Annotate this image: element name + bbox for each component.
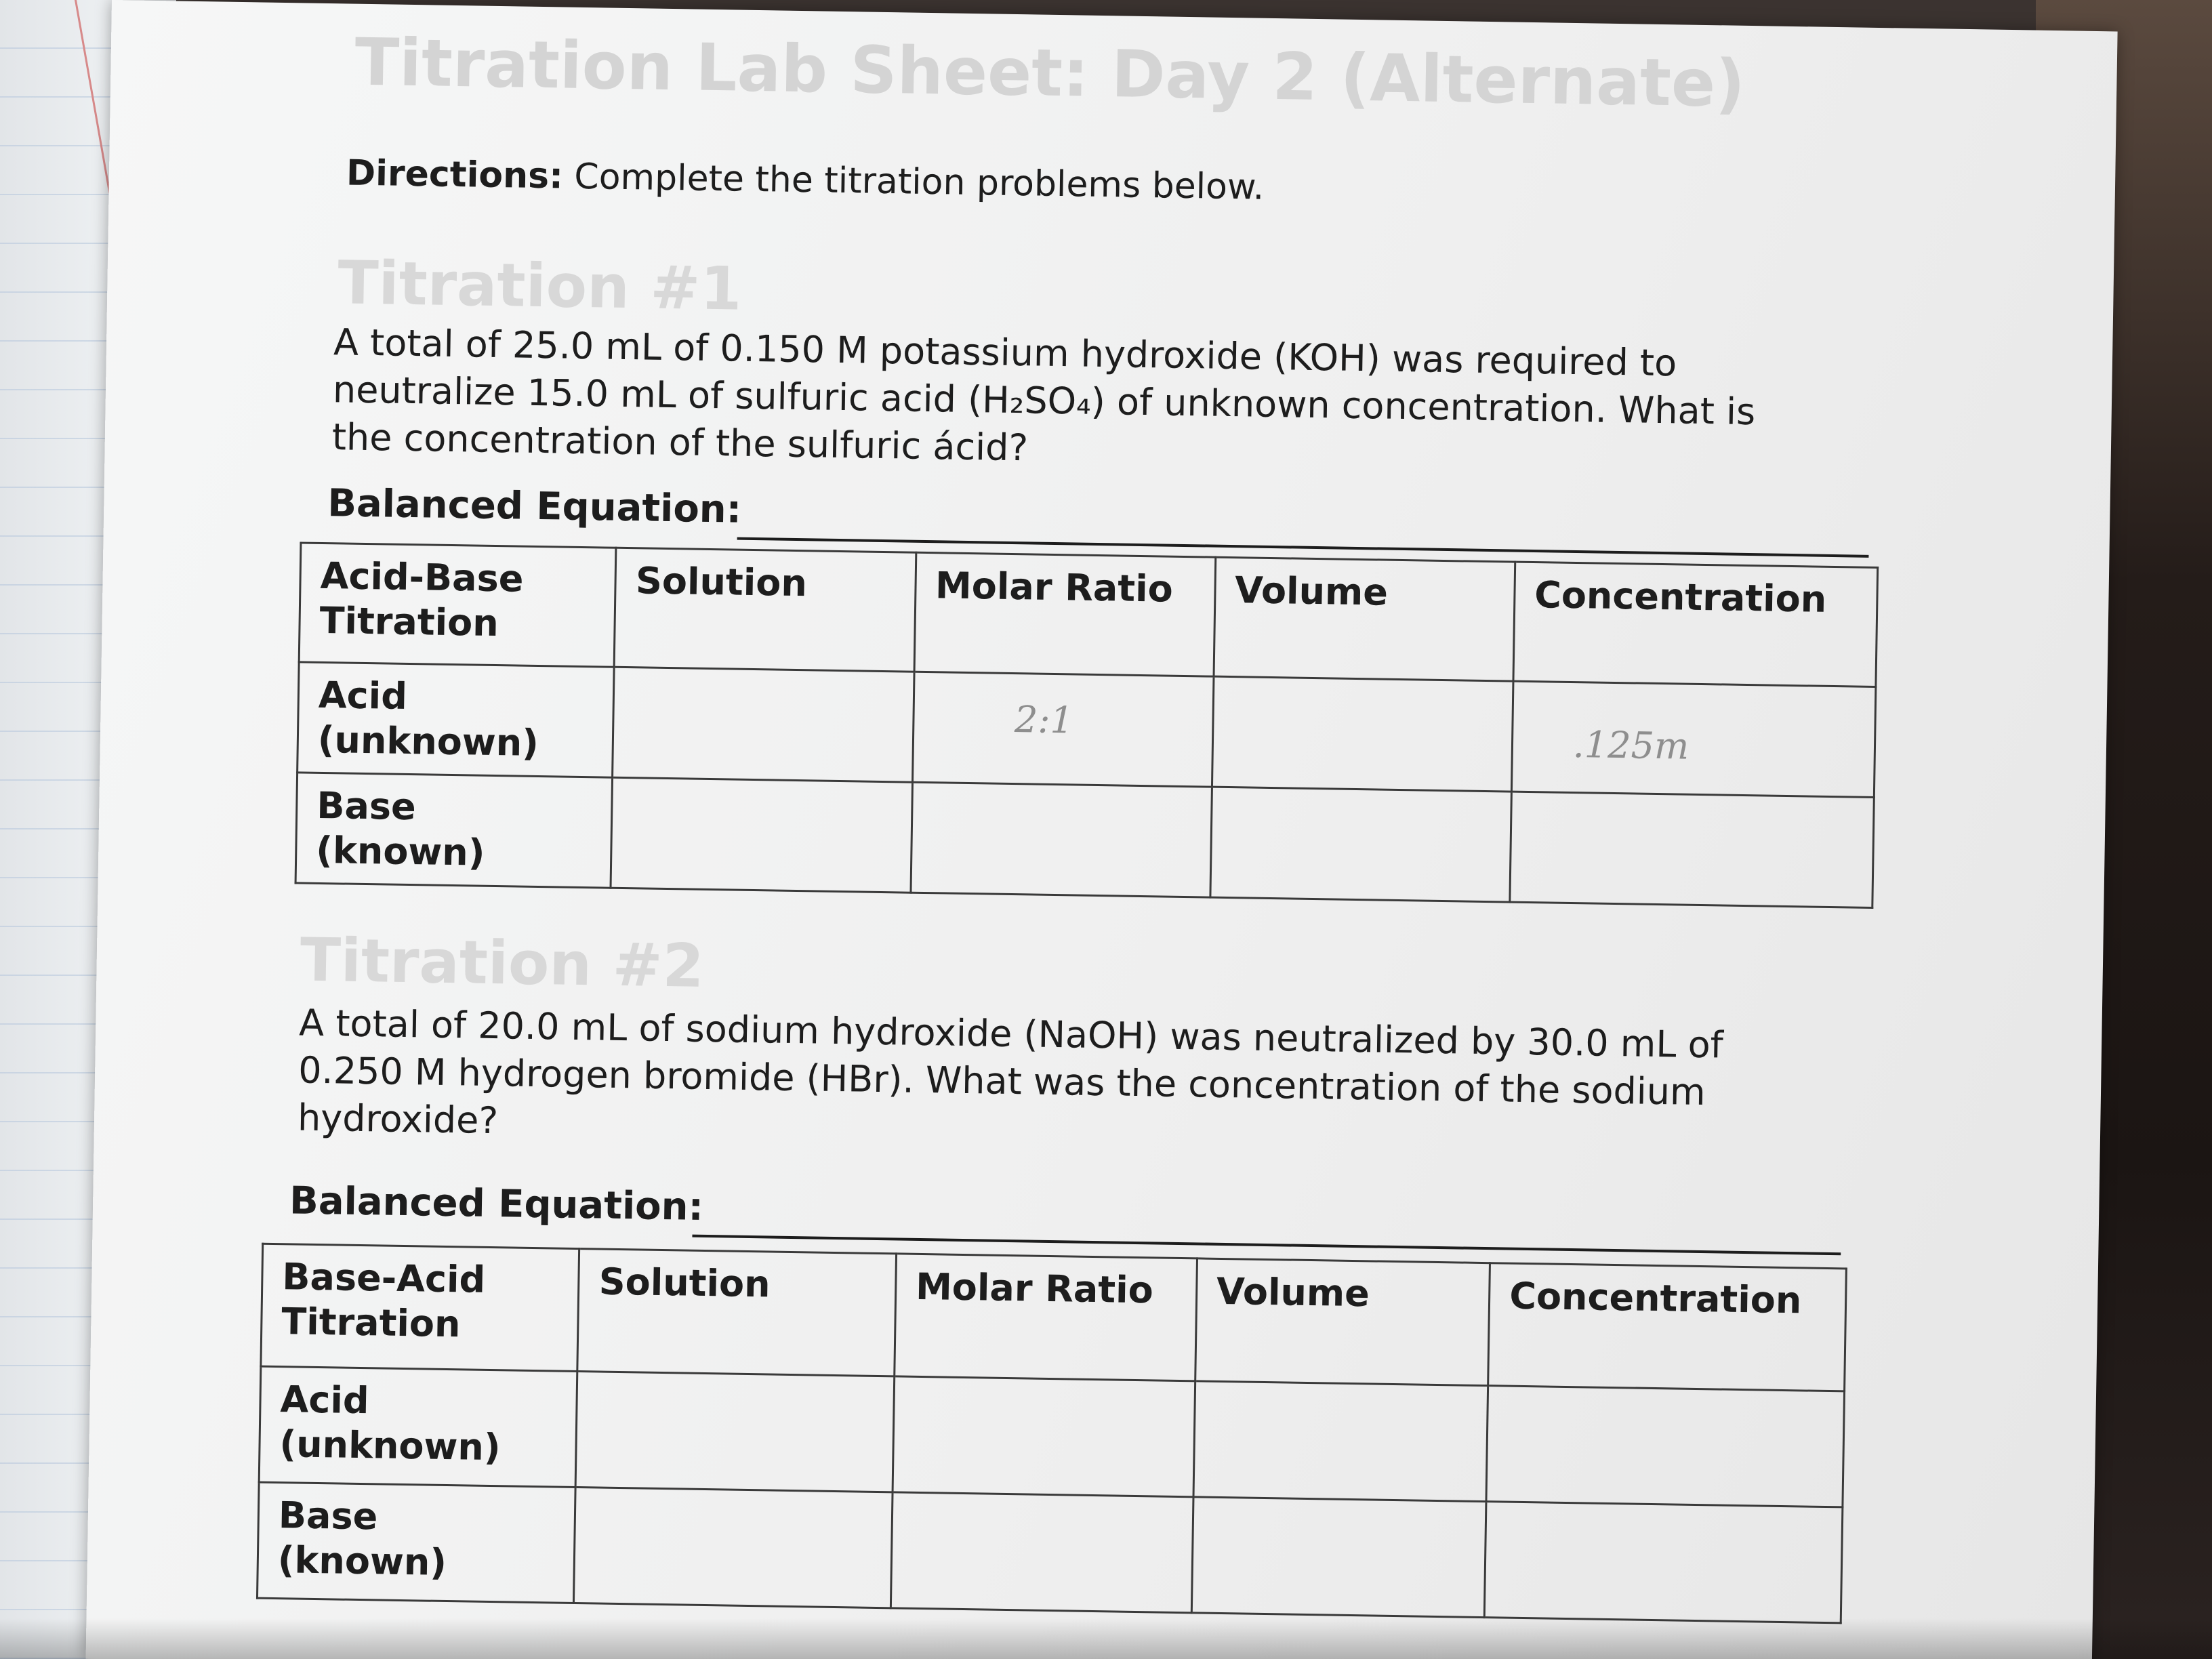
header-cell: Acid-Base Titration xyxy=(299,543,616,667)
header-cell: Volume xyxy=(1214,557,1515,681)
molar-ratio-cell[interactable] xyxy=(893,1376,1195,1497)
solution-cell[interactable] xyxy=(574,1488,893,1608)
titration-2-table xyxy=(256,1243,1847,1624)
handwritten-molar-ratio: 2:1 xyxy=(1014,698,1074,742)
header-cell: Solution xyxy=(577,1249,896,1376)
volume-cell[interactable] xyxy=(1210,787,1512,902)
table-row xyxy=(257,1482,1842,1623)
solution-cell[interactable] xyxy=(611,777,912,893)
concentration-cell[interactable] xyxy=(1511,681,1876,797)
handwritten-concentration: .125m xyxy=(1572,723,1689,768)
concentration-cell[interactable] xyxy=(1484,1502,1842,1623)
row-label: Acid (unknown) xyxy=(259,1366,577,1487)
solution-cell[interactable] xyxy=(613,667,914,782)
titration-1-equation-label: Balanced Equation: xyxy=(327,481,742,532)
molar-ratio-cell[interactable] xyxy=(910,782,1212,897)
row-label: Acid (unknown) xyxy=(298,662,615,777)
volume-cell[interactable] xyxy=(1191,1497,1486,1618)
concentration-cell[interactable] xyxy=(1510,792,1875,907)
header-cell: Volume xyxy=(1195,1258,1490,1386)
titration-2-heading: Titration #2 xyxy=(299,924,705,1001)
row-label: Base (known) xyxy=(295,773,613,888)
row-label: Base (known) xyxy=(257,1482,575,1603)
solution-cell[interactable] xyxy=(576,1372,895,1492)
header-cell: Base-Acid Titration xyxy=(261,1244,579,1371)
titration-1-heading: Titration #1 xyxy=(337,247,743,324)
worksheet-title: Titration Lab Sheet: Day 2 (Alternate) xyxy=(354,24,1746,122)
volume-cell[interactable] xyxy=(1212,676,1513,792)
directions xyxy=(346,152,1265,207)
header-cell: Molar Ratio xyxy=(914,552,1216,676)
background-shadow xyxy=(0,1618,2212,1659)
titration-1-problem: A total of 25.0 mL of 0.150 M potassium hydroxide (KOH) was required to neutralize 15.0 mL of sulfuric acid (H₂SO₄) of unknown concentration. What is the concentration of the sulfuric ácid? xyxy=(331,321,1756,470)
worksheet xyxy=(86,0,2118,1659)
header-cell: Concentration xyxy=(1488,1263,1847,1391)
titration-2-equation-label: Balanced Equation: xyxy=(289,1179,704,1229)
molar-ratio-cell[interactable] xyxy=(912,672,1214,787)
directions-text: Complete the titration problems below. xyxy=(573,156,1265,208)
header-cell: Molar Ratio xyxy=(895,1254,1197,1381)
header-cell: Solution xyxy=(615,548,916,672)
titration-2-problem: A total of 20.0 mL of sodium hydroxide (NaOH) was neutralized by 30.0 mL of 0.250 M hydrogen bromide (HBr). What was the concentration of the sodium hydroxide? xyxy=(297,1001,1724,1143)
table-header-row xyxy=(261,1244,1847,1391)
directions-label: Directions: xyxy=(346,152,564,197)
volume-cell[interactable] xyxy=(1193,1381,1488,1502)
header-cell: Concentration xyxy=(1513,562,1878,687)
molar-ratio-cell[interactable] xyxy=(890,1492,1193,1613)
titration-1-table xyxy=(295,541,1879,909)
concentration-cell[interactable] xyxy=(1486,1386,1844,1507)
